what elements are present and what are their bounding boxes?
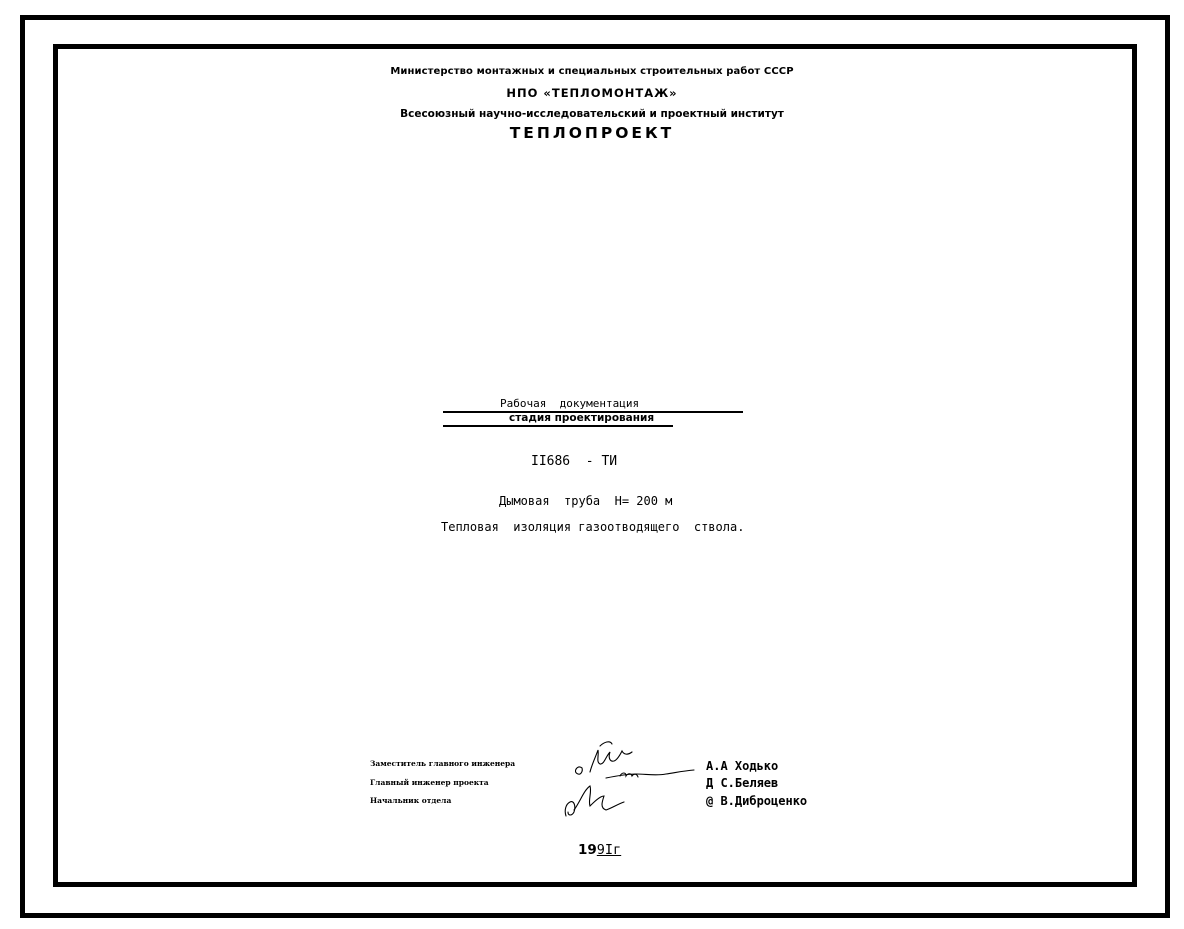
organization-title: ТЕПЛОПРОЕКТ	[509, 124, 675, 142]
name-chief-project-engineer: Д С.Беляев	[706, 776, 779, 790]
npo-line: НПО «ТЕПЛОМОНТАЖ»	[506, 86, 678, 100]
documentation-type: Рабочая документация	[500, 397, 640, 410]
year-prefix: 19	[578, 842, 597, 858]
ministry-line: Министерство монтажных и специальных строительных работ СССР	[390, 66, 794, 77]
name-department-head: @ В.Диброценко	[706, 794, 808, 808]
role-department-head: Начальник отдела	[370, 796, 452, 805]
role-deputy-chief-engineer: Заместитель главного инженера	[370, 759, 516, 768]
institute-line: Всесоюзный научно-исследовательский и проектный институт	[400, 108, 784, 120]
stage-label: стадия проектирования	[509, 412, 655, 424]
document-code: II686 - ТИ	[531, 454, 618, 469]
subject-line-1: Дымовая труба Н= 200 м	[499, 494, 673, 508]
stage-rule-bottom	[443, 425, 673, 427]
handwritten-signatures	[560, 738, 705, 824]
year	[578, 842, 621, 858]
role-chief-project-engineer: Главный инженер проекта	[370, 778, 489, 787]
year-suffix: 9Iг	[596, 842, 622, 858]
subject-line-2: Тепловая изоляция газоотводящего ствола.	[441, 520, 745, 534]
name-deputy-chief-engineer: А.А Ходько	[706, 759, 779, 773]
